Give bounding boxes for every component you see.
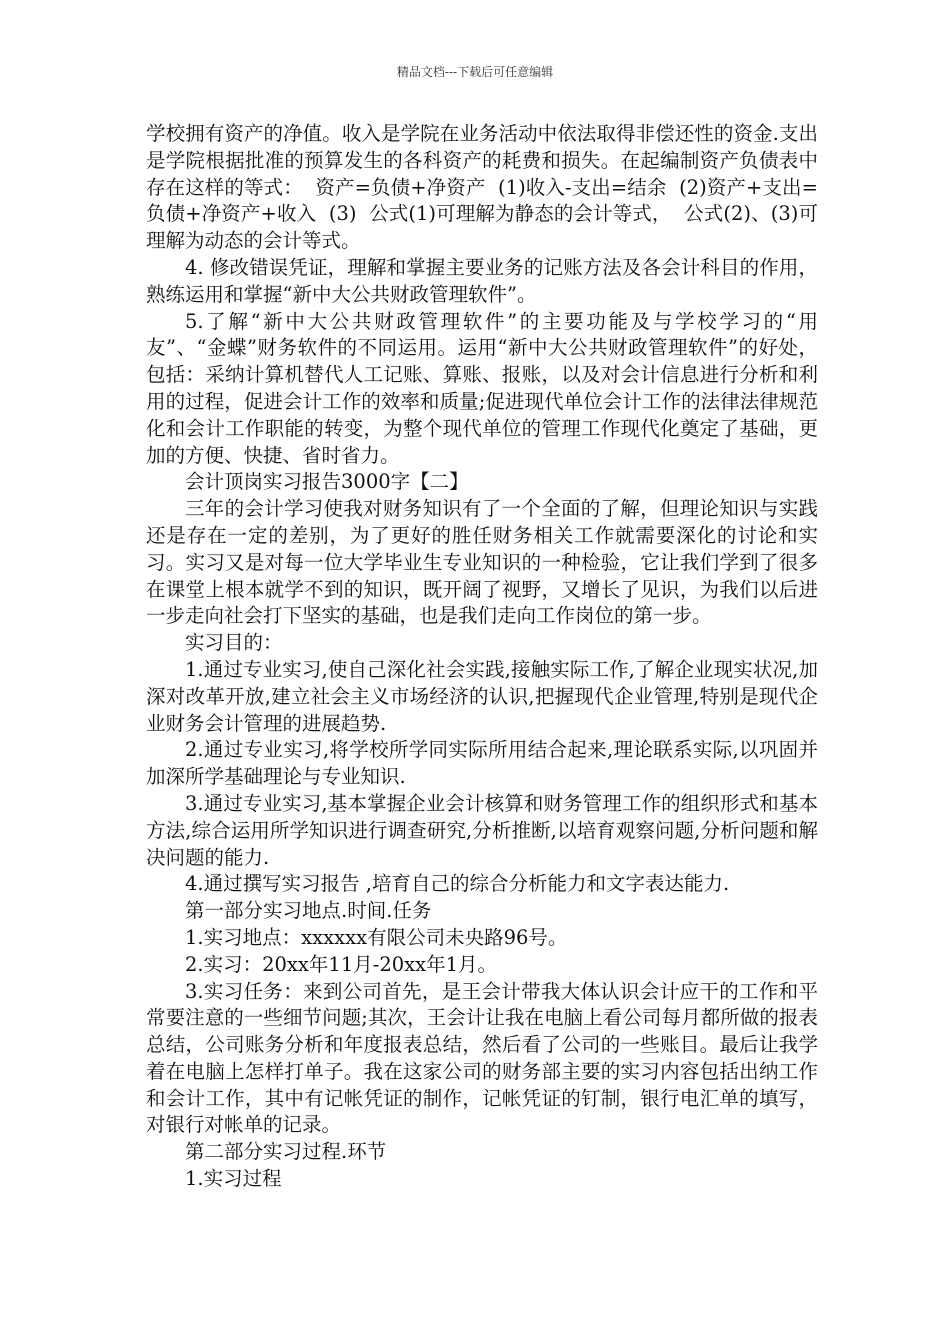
purpose-item-4: 4.通过撰写实习报告 ,培育自己的综合分析能力和文字表达能力. bbox=[185, 872, 730, 896]
section-title: 会计顶岗实习报告3000字【二】 bbox=[185, 470, 469, 494]
purpose-item-2: 2.通过专业实习,将学校所学同实际所用结合起来,理论联系实际,以巩固并加深所学基础理论与专业知识. bbox=[146, 738, 818, 789]
paragraph-item-4: 4. 修改错误凭证，理解和掌握主要业务的记账方法及各会计科目的作用，熟练运用和掌握“新中大公共财政管理软件”。 bbox=[146, 255, 818, 306]
heading-purpose: 实习目的： bbox=[185, 631, 283, 655]
part-one-tasks: 3.实习任务：来到公司首先，是王会计带我大体认识会计应干的工作和平常要注意的一些细节问题;其次，王会计让我在电脑上看公司每月都所做的报表总结，公司账务分析和年度报表总结，然后看了公司的一些账目。最后让我学着在电脑上怎样打单子。我在这家公司的财务部主要的实习内容包括出纳工作和会计工作，其中有记帐凭证的制作，记帐凭证的钉制，银行电汇单的填写，对银行对帐单的记录。 bbox=[146, 979, 818, 1137]
part-two-item-1: 1.实习过程 bbox=[185, 1167, 282, 1191]
heading-part-one: 第一部分实习地点.时间.任务 bbox=[185, 899, 432, 923]
purpose-item-3: 3.通过专业实习,基本掌握企业会计核算和财务管理工作的组织形式和基本方法,综合运用所学知识进行调查研究,分析推断,以培育观察问题,分析问题和解决问题的能力. bbox=[146, 791, 818, 869]
heading-part-two: 第二部分实习过程.环节 bbox=[185, 1140, 387, 1164]
page-header: 精品文档---下载后可任意编辑 bbox=[396, 65, 554, 79]
paragraph-intro: 三年的会计学习使我对财务知识有了一个全面的了解，但理论知识与实践还是存在一定的差别，为了更好的胜任财务相关工作就需要深化的讨论和实习。实习又是对每一位大学毕业生专业知识的一种检验，它让我们学到了很多在课堂上根本就学不到的知识，既开阔了视野，又增长了见识，为我们以后进一步走向社会打下坚实的基础，也是我们走向工作岗位的第一步。 bbox=[146, 497, 818, 628]
paragraph-item-5: 5.了解“新中大公共财政管理软件”的主要功能及与学校学习的“用友”、“金蝶”财务软件的不同运用。运用“新中大公共财政管理软件”的好处，包括：采纳计算机替代人工记账、算账、报账，以及对会计信息进行分析和利用的过程，促进会计工作的效率和质量;促进现代单位会计工作的法律法律规范化和会计工作职能的转变，为整个现代单位的管理工作现代化奠定了基础，更加的方便、快捷、省时省力。 bbox=[146, 309, 818, 467]
purpose-item-1: 1.通过专业实习,使自己深化社会实践,接触实际工作,了解企业现实状况,加深对改革开放,建立社会主义市场经济的认识,把握现代企业管理,特别是现代企业财务会计管理的进展趋势. bbox=[146, 657, 818, 735]
part-one-location: 1.实习地点：xxxxxx有限公司未央路96号。 bbox=[185, 925, 568, 949]
part-one-time: 2.实习：20xx年11月-20xx年1月。 bbox=[185, 952, 498, 976]
document-body bbox=[146, 121, 818, 1193]
paragraph-continued: 学校拥有资产的净值。收入是学院在业务活动中依法取得非偿还性的资金.支出是学院根据批准的预算发生的各科资产的耗费和损失。在起编制资产负债表中存在这样的等式： 资产=负债+净资产 (1)收入-支出=结余 (2)资产+支出=负债+净资产+收入 (3) 公式(1)可理解为静态的会计等式， 公式(2)、(3)可理解为动态的会计等式。 bbox=[146, 122, 818, 253]
